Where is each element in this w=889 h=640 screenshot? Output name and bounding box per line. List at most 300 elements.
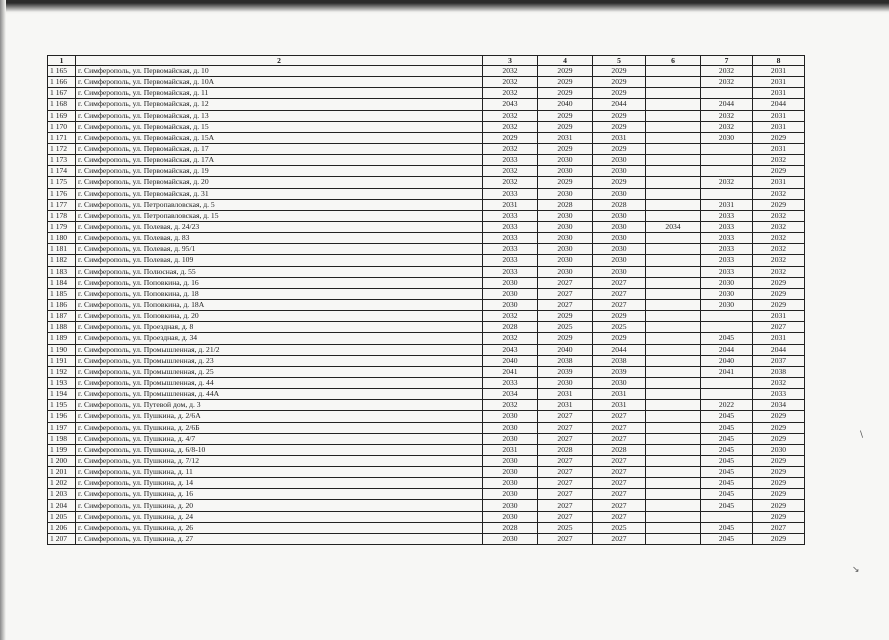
table-row <box>48 444 805 455</box>
year-cell-col-3: 2030 <box>483 500 538 511</box>
year-cell-col-4: 2030 <box>538 155 593 166</box>
row-number-cell: 1 189 <box>48 333 76 344</box>
year-cell-col-5: 2029 <box>593 88 646 99</box>
table-row <box>48 266 805 277</box>
row-number-cell: 1 201 <box>48 467 76 478</box>
year-cell-col-5: 2030 <box>593 244 646 255</box>
year-cell-col-4: 2030 <box>538 377 593 388</box>
year-cell-col-5: 2030 <box>593 155 646 166</box>
address-cell: г. Симферополь, ул. Промышленная, д. 44 <box>76 377 483 388</box>
row-number-cell: 1 199 <box>48 444 76 455</box>
row-number-cell: 1 196 <box>48 411 76 422</box>
year-cell-col-6 <box>646 277 701 288</box>
year-cell-col-8: 2029 <box>753 422 805 433</box>
year-cell-col-6 <box>646 99 701 110</box>
year-cell-col-4: 2038 <box>538 355 593 366</box>
year-cell-col-7 <box>701 389 753 400</box>
year-cell-col-6 <box>646 366 701 377</box>
year-cell-col-6 <box>646 511 701 522</box>
column-header-3: 3 <box>483 56 538 66</box>
year-cell-col-5: 2044 <box>593 99 646 110</box>
row-number-cell: 1 188 <box>48 322 76 333</box>
year-cell-col-5: 2025 <box>593 322 646 333</box>
year-cell-col-4: 2029 <box>538 121 593 132</box>
year-cell-col-8: 2029 <box>753 433 805 444</box>
row-number-cell: 1 200 <box>48 455 76 466</box>
address-cell: г. Симферополь, ул. Первомайская, д. 11 <box>76 88 483 99</box>
year-cell-col-5: 2031 <box>593 389 646 400</box>
year-cell-col-8: 2031 <box>753 143 805 154</box>
scan-speck: \ <box>860 430 864 440</box>
year-cell-col-8: 2029 <box>753 199 805 210</box>
year-cell-col-7: 2045 <box>701 411 753 422</box>
year-cell-col-8: 2044 <box>753 99 805 110</box>
year-cell-col-6 <box>646 333 701 344</box>
year-cell-col-4: 2029 <box>538 143 593 154</box>
housing-register-table <box>47 55 805 545</box>
year-cell-col-8: 2029 <box>753 166 805 177</box>
row-number-cell: 1 193 <box>48 377 76 388</box>
year-cell-col-7 <box>701 155 753 166</box>
year-cell-col-5: 2028 <box>593 444 646 455</box>
year-cell-col-6 <box>646 433 701 444</box>
year-cell-col-8: 2032 <box>753 244 805 255</box>
table-row <box>48 467 805 478</box>
year-cell-col-5: 2031 <box>593 132 646 143</box>
year-cell-col-4: 2029 <box>538 311 593 322</box>
address-cell: г. Симферополь, ул. Проездная, д. 8 <box>76 322 483 333</box>
year-cell-col-8: 2027 <box>753 322 805 333</box>
address-cell: г. Симферополь, ул. Путевой дом, д. 3 <box>76 400 483 411</box>
year-cell-col-5: 2029 <box>593 77 646 88</box>
year-cell-col-7: 2045 <box>701 489 753 500</box>
year-cell-col-4: 2040 <box>538 99 593 110</box>
year-cell-col-6 <box>646 455 701 466</box>
column-header-5: 5 <box>593 56 646 66</box>
table-row <box>48 322 805 333</box>
year-cell-col-7: 2022 <box>701 400 753 411</box>
year-cell-col-7: 2045 <box>701 422 753 433</box>
year-cell-col-5: 2027 <box>593 478 646 489</box>
year-cell-col-3: 2030 <box>483 489 538 500</box>
address-cell: г. Симферополь, ул. Пушкина, д. 2/6Б <box>76 422 483 433</box>
year-cell-col-5: 2038 <box>593 355 646 366</box>
year-cell-col-5: 2027 <box>593 411 646 422</box>
year-cell-col-6 <box>646 110 701 121</box>
year-cell-col-4: 2025 <box>538 522 593 533</box>
column-header-1: 1 <box>48 56 76 66</box>
table-row <box>48 377 805 388</box>
year-cell-col-5: 2029 <box>593 143 646 154</box>
year-cell-col-8: 2031 <box>753 110 805 121</box>
table-row <box>48 422 805 433</box>
row-number-cell: 1 198 <box>48 433 76 444</box>
year-cell-col-6 <box>646 355 701 366</box>
address-cell: г. Симферополь, ул. Пушкина, д. 26 <box>76 522 483 533</box>
year-cell-col-8: 2027 <box>753 522 805 533</box>
year-cell-col-4: 2030 <box>538 210 593 221</box>
year-cell-col-5: 2030 <box>593 255 646 266</box>
table-row <box>48 311 805 322</box>
table-row <box>48 400 805 411</box>
year-cell-col-6 <box>646 311 701 322</box>
year-cell-col-5: 2030 <box>593 233 646 244</box>
year-cell-col-4: 2029 <box>538 110 593 121</box>
row-number-cell: 1 180 <box>48 233 76 244</box>
year-cell-col-5: 2025 <box>593 522 646 533</box>
year-cell-col-4: 2029 <box>538 333 593 344</box>
row-number-cell: 1 169 <box>48 110 76 121</box>
year-cell-col-8: 2032 <box>753 377 805 388</box>
row-number-cell: 1 167 <box>48 88 76 99</box>
table-row <box>48 188 805 199</box>
year-cell-col-8: 2029 <box>753 467 805 478</box>
address-cell: г. Симферополь, ул. Промышленная, д. 23 <box>76 355 483 366</box>
year-cell-col-8: 2029 <box>753 411 805 422</box>
address-cell: г. Симферополь, ул. Полевая, д. 24/23 <box>76 221 483 232</box>
address-cell: г. Симферополь, ул. Первомайская, д. 10А <box>76 77 483 88</box>
year-cell-col-7: 2032 <box>701 110 753 121</box>
row-number-cell: 1 171 <box>48 132 76 143</box>
year-cell-col-3: 2030 <box>483 277 538 288</box>
year-cell-col-6 <box>646 422 701 433</box>
year-cell-col-4: 2027 <box>538 455 593 466</box>
table-row <box>48 299 805 310</box>
row-number-cell: 1 178 <box>48 210 76 221</box>
year-cell-col-3: 2032 <box>483 77 538 88</box>
year-cell-col-3: 2032 <box>483 121 538 132</box>
year-cell-col-8: 2034 <box>753 400 805 411</box>
year-cell-col-4: 2027 <box>538 500 593 511</box>
year-cell-col-8: 2031 <box>753 121 805 132</box>
year-cell-col-3: 2033 <box>483 221 538 232</box>
year-cell-col-7 <box>701 377 753 388</box>
scan-speck: ↘ <box>852 565 860 575</box>
row-number-cell: 1 177 <box>48 199 76 210</box>
year-cell-col-5: 2031 <box>593 400 646 411</box>
year-cell-col-8: 2029 <box>753 132 805 143</box>
table-row <box>48 333 805 344</box>
table-row <box>48 366 805 377</box>
address-cell: г. Симферополь, ул. Первомайская, д. 31 <box>76 188 483 199</box>
year-cell-col-7: 2030 <box>701 288 753 299</box>
year-cell-col-5: 2027 <box>593 422 646 433</box>
address-cell: г. Симферополь, ул. Пушкина, д. 7/12 <box>76 455 483 466</box>
year-cell-col-6 <box>646 344 701 355</box>
year-cell-col-8: 2032 <box>753 155 805 166</box>
year-cell-col-4: 2030 <box>538 266 593 277</box>
year-cell-col-3: 2033 <box>483 155 538 166</box>
year-cell-col-7: 2045 <box>701 444 753 455</box>
row-number-cell: 1 194 <box>48 389 76 400</box>
year-cell-col-7: 2032 <box>701 77 753 88</box>
year-cell-col-8: 2031 <box>753 177 805 188</box>
table-row <box>48 132 805 143</box>
year-cell-col-3: 2033 <box>483 210 538 221</box>
year-cell-col-4: 2031 <box>538 400 593 411</box>
year-cell-col-6 <box>646 478 701 489</box>
year-cell-col-3: 2032 <box>483 110 538 121</box>
year-cell-col-3: 2028 <box>483 322 538 333</box>
column-header-6: 6 <box>646 56 701 66</box>
year-cell-col-5: 2039 <box>593 366 646 377</box>
row-number-cell: 1 197 <box>48 422 76 433</box>
year-cell-col-3: 2040 <box>483 355 538 366</box>
row-number-cell: 1 185 <box>48 288 76 299</box>
table-row <box>48 522 805 533</box>
year-cell-col-4: 2030 <box>538 255 593 266</box>
year-cell-col-5: 2029 <box>593 110 646 121</box>
address-cell: г. Симферополь, ул. Поповкина, д. 16 <box>76 277 483 288</box>
address-cell: г. Симферополь, ул. Первомайская, д. 15А <box>76 132 483 143</box>
year-cell-col-7: 2045 <box>701 433 753 444</box>
column-header-7: 7 <box>701 56 753 66</box>
year-cell-col-6 <box>646 132 701 143</box>
year-cell-col-8: 2029 <box>753 533 805 544</box>
row-number-cell: 1 172 <box>48 143 76 154</box>
year-cell-col-3: 2032 <box>483 400 538 411</box>
year-cell-col-3: 2029 <box>483 132 538 143</box>
year-cell-col-5: 2030 <box>593 210 646 221</box>
year-cell-col-7: 2045 <box>701 533 753 544</box>
year-cell-col-7 <box>701 88 753 99</box>
row-number-cell: 1 190 <box>48 344 76 355</box>
year-cell-col-6 <box>646 77 701 88</box>
column-header-row <box>48 56 805 66</box>
scan-top-edge <box>0 0 889 14</box>
year-cell-col-7: 2045 <box>701 455 753 466</box>
year-cell-col-4: 2029 <box>538 77 593 88</box>
year-cell-col-5: 2044 <box>593 344 646 355</box>
table-row <box>48 500 805 511</box>
table-row <box>48 77 805 88</box>
address-cell: г. Симферополь, ул. Пушкина, д. 6/8-10 <box>76 444 483 455</box>
year-cell-col-7: 2033 <box>701 210 753 221</box>
year-cell-col-7: 2033 <box>701 244 753 255</box>
year-cell-col-4: 2030 <box>538 244 593 255</box>
table-row <box>48 344 805 355</box>
row-number-cell: 1 176 <box>48 188 76 199</box>
year-cell-col-4: 2029 <box>538 177 593 188</box>
year-cell-col-5: 2027 <box>593 500 646 511</box>
year-cell-col-3: 2030 <box>483 411 538 422</box>
row-number-cell: 1 174 <box>48 166 76 177</box>
year-cell-col-7: 2045 <box>701 478 753 489</box>
year-cell-col-4: 2029 <box>538 88 593 99</box>
address-cell: г. Симферополь, ул. Петропавловская, д. 15 <box>76 210 483 221</box>
year-cell-col-7: 2045 <box>701 500 753 511</box>
address-cell: г. Симферополь, ул. Пушкина, д. 4/7 <box>76 433 483 444</box>
table-row <box>48 155 805 166</box>
document-page <box>47 55 804 545</box>
year-cell-col-6 <box>646 533 701 544</box>
address-cell: г. Симферополь, ул. Петропавловская, д. 5 <box>76 199 483 210</box>
address-cell: г. Симферополь, ул. Первомайская, д. 17 <box>76 143 483 154</box>
year-cell-col-3: 2032 <box>483 166 538 177</box>
address-cell: г. Симферополь, ул. Первомайская, д. 12 <box>76 99 483 110</box>
year-cell-col-4: 2028 <box>538 199 593 210</box>
year-cell-col-8: 2031 <box>753 77 805 88</box>
year-cell-col-8: 2044 <box>753 344 805 355</box>
year-cell-col-8: 2029 <box>753 500 805 511</box>
address-cell: г. Симферополь, ул. Первомайская, д. 15 <box>76 121 483 132</box>
year-cell-col-7: 2032 <box>701 66 753 77</box>
table-body <box>48 66 805 545</box>
year-cell-col-6 <box>646 88 701 99</box>
year-cell-col-8: 2029 <box>753 511 805 522</box>
column-header-8: 8 <box>753 56 805 66</box>
year-cell-col-7 <box>701 322 753 333</box>
year-cell-col-7: 2033 <box>701 266 753 277</box>
year-cell-col-7: 2045 <box>701 522 753 533</box>
year-cell-col-5: 2030 <box>593 377 646 388</box>
year-cell-col-5: 2029 <box>593 333 646 344</box>
address-cell: г. Симферополь, ул. Первомайская, д. 20 <box>76 177 483 188</box>
year-cell-col-7 <box>701 143 753 154</box>
year-cell-col-6 <box>646 522 701 533</box>
table-row <box>48 121 805 132</box>
year-cell-col-7: 2045 <box>701 333 753 344</box>
year-cell-col-3: 2033 <box>483 188 538 199</box>
year-cell-col-4: 2040 <box>538 344 593 355</box>
year-cell-col-3: 2028 <box>483 522 538 533</box>
year-cell-col-6 <box>646 299 701 310</box>
table-row <box>48 244 805 255</box>
row-number-cell: 1 203 <box>48 489 76 500</box>
year-cell-col-6 <box>646 467 701 478</box>
year-cell-col-3: 2033 <box>483 266 538 277</box>
year-cell-col-8: 2031 <box>753 333 805 344</box>
address-cell: г. Симферополь, ул. Пушкина, д. 2/6А <box>76 411 483 422</box>
year-cell-col-5: 2027 <box>593 433 646 444</box>
address-cell: г. Симферополь, ул. Полевая, д. 95/1 <box>76 244 483 255</box>
year-cell-col-4: 2027 <box>538 288 593 299</box>
year-cell-col-7: 2032 <box>701 121 753 132</box>
year-cell-col-5: 2027 <box>593 277 646 288</box>
year-cell-col-7: 2031 <box>701 199 753 210</box>
year-cell-col-3: 2032 <box>483 333 538 344</box>
row-number-cell: 1 195 <box>48 400 76 411</box>
row-number-cell: 1 183 <box>48 266 76 277</box>
year-cell-col-6 <box>646 155 701 166</box>
year-cell-col-5: 2027 <box>593 455 646 466</box>
year-cell-col-6 <box>646 377 701 388</box>
year-cell-col-5: 2027 <box>593 467 646 478</box>
year-cell-col-4: 2031 <box>538 389 593 400</box>
year-cell-col-5: 2027 <box>593 533 646 544</box>
table-row <box>48 511 805 522</box>
year-cell-col-4: 2028 <box>538 444 593 455</box>
row-number-cell: 1 179 <box>48 221 76 232</box>
year-cell-col-8: 2029 <box>753 299 805 310</box>
year-cell-col-3: 2030 <box>483 533 538 544</box>
year-cell-col-7: 2045 <box>701 467 753 478</box>
year-cell-col-5: 2030 <box>593 166 646 177</box>
year-cell-col-6 <box>646 288 701 299</box>
table-row <box>48 221 805 232</box>
year-cell-col-8: 2032 <box>753 221 805 232</box>
year-cell-col-5: 2027 <box>593 511 646 522</box>
year-cell-col-4: 2027 <box>538 511 593 522</box>
year-cell-col-6 <box>646 244 701 255</box>
year-cell-col-3: 2032 <box>483 311 538 322</box>
year-cell-col-8: 2029 <box>753 288 805 299</box>
year-cell-col-4: 2030 <box>538 166 593 177</box>
year-cell-col-7: 2044 <box>701 99 753 110</box>
year-cell-col-4: 2027 <box>538 299 593 310</box>
address-cell: г. Симферополь, ул. Полюсная, д. 55 <box>76 266 483 277</box>
year-cell-col-7 <box>701 188 753 199</box>
year-cell-col-6 <box>646 210 701 221</box>
year-cell-col-6 <box>646 255 701 266</box>
year-cell-col-4: 2027 <box>538 467 593 478</box>
year-cell-col-3: 2034 <box>483 389 538 400</box>
year-cell-col-3: 2030 <box>483 478 538 489</box>
year-cell-col-7: 2044 <box>701 344 753 355</box>
row-number-cell: 1 184 <box>48 277 76 288</box>
year-cell-col-6 <box>646 322 701 333</box>
year-cell-col-5: 2027 <box>593 489 646 500</box>
year-cell-col-5: 2029 <box>593 121 646 132</box>
address-cell: г. Симферополь, ул. Пушкина, д. 27 <box>76 533 483 544</box>
row-number-cell: 1 170 <box>48 121 76 132</box>
table-row <box>48 288 805 299</box>
address-cell: г. Симферополь, ул. Промышленная, д. 25 <box>76 366 483 377</box>
year-cell-col-8: 2030 <box>753 444 805 455</box>
table-row <box>48 478 805 489</box>
row-number-cell: 1 186 <box>48 299 76 310</box>
year-cell-col-7: 2041 <box>701 366 753 377</box>
year-cell-col-7: 2033 <box>701 221 753 232</box>
row-number-cell: 1 202 <box>48 478 76 489</box>
year-cell-col-6 <box>646 389 701 400</box>
table-row <box>48 277 805 288</box>
row-number-cell: 1 168 <box>48 99 76 110</box>
year-cell-col-6: 2034 <box>646 221 701 232</box>
row-number-cell: 1 187 <box>48 311 76 322</box>
year-cell-col-4: 2030 <box>538 233 593 244</box>
year-cell-col-3: 2033 <box>483 377 538 388</box>
address-cell: г. Симферополь, ул. Промышленная, д. 21/2 <box>76 344 483 355</box>
year-cell-col-4: 2027 <box>538 433 593 444</box>
year-cell-col-8: 2031 <box>753 66 805 77</box>
year-cell-col-8: 2029 <box>753 478 805 489</box>
year-cell-col-8: 2031 <box>753 88 805 99</box>
year-cell-col-3: 2033 <box>483 255 538 266</box>
row-number-cell: 1 181 <box>48 244 76 255</box>
year-cell-col-7 <box>701 311 753 322</box>
year-cell-col-4: 2027 <box>538 411 593 422</box>
table-row <box>48 143 805 154</box>
year-cell-col-7: 2030 <box>701 277 753 288</box>
year-cell-col-4: 2029 <box>538 66 593 77</box>
address-cell: г. Симферополь, ул. Пушкина, д. 20 <box>76 500 483 511</box>
address-cell: г. Симферополь, ул. Пушкина, д. 24 <box>76 511 483 522</box>
year-cell-col-3: 2030 <box>483 433 538 444</box>
year-cell-col-8: 2032 <box>753 255 805 266</box>
year-cell-col-6 <box>646 489 701 500</box>
table-row <box>48 233 805 244</box>
address-cell: г. Симферополь, ул. Пушкина, д. 16 <box>76 489 483 500</box>
table-row <box>48 110 805 121</box>
year-cell-col-7: 2030 <box>701 132 753 143</box>
year-cell-col-3: 2032 <box>483 66 538 77</box>
row-number-cell: 1 191 <box>48 355 76 366</box>
year-cell-col-8: 2033 <box>753 389 805 400</box>
year-cell-col-5: 2030 <box>593 188 646 199</box>
year-cell-col-6 <box>646 233 701 244</box>
table-row <box>48 199 805 210</box>
